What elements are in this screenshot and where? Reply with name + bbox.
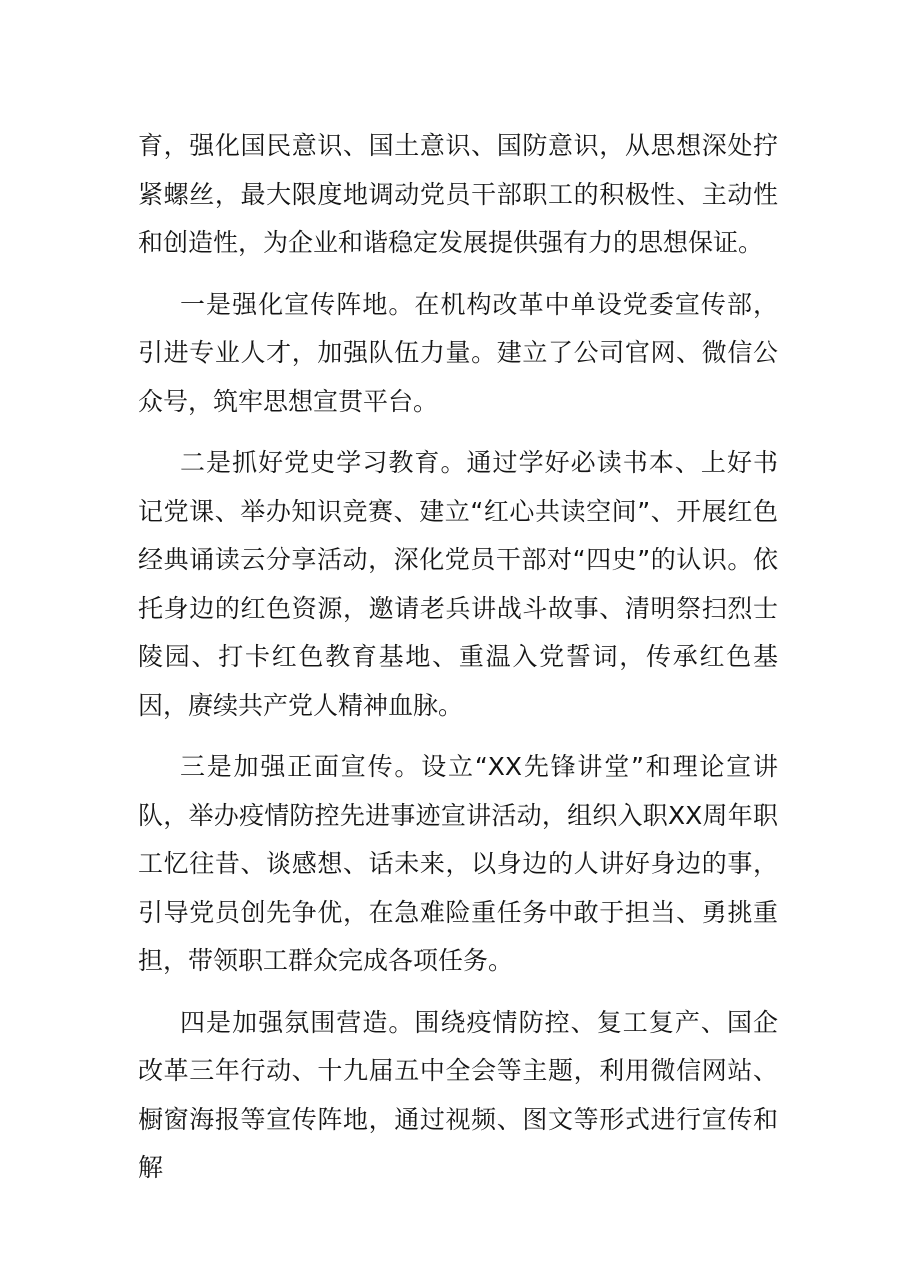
paragraph-positive-publicity: 三是加强正面宣传。设立“XX先锋讲堂”和理论宣讲队，举办疫情防控先进事迹宣讲活动，组织入职XX周年职工忆往昔、谈感想、话未来，以身边的人讲好身边的事，引导党员创先争优，在急难险重任务中敢于担当、勇挑重担，带领职工群众完成各项任务。 — [138, 752, 778, 975]
paragraph-party-history-education: 二是抓好党史学习教育。通过学好必读书本、上好书记党课、举办知识竞赛、建立“红心共读空间”、开展红色经典诵读云分享活动，深化党员干部对“四史”的认识。依托身边的红色资源，邀请老兵讲战斗故事、清明祭扫烈士陵园、打卡红色教育基地、重温入党誓词，传承红色基因，赓续共产党人精神血脉。 — [138, 448, 778, 720]
paragraph-continuation: 育，强化国民意识、国土意识、国防意识，从思想深处拧紧螺丝，最大限度地调动党员干部职工的积极性、主动性和创造性，为企业和谐稳定发展提供强有力的思想保证。 — [138, 131, 778, 257]
paragraph-propaganda-position: 一是强化宣传阵地。在机构改革中单设党委宣传部，引进专业人才，加强队伍力量。建立了公司官网、微信公众号，筑牢思想宣贯平台。 — [138, 289, 778, 416]
body-text — [138, 122, 778, 1206]
paragraph-atmosphere-building: 四是加强氛围营造。围绕疫情防控、复工复产、国企改革三年行动、十九届五中全会等主题，利用微信网站、橱窗海报等宣传阵地，通过视频、图文等形式进行宣传和解 — [138, 1007, 778, 1182]
